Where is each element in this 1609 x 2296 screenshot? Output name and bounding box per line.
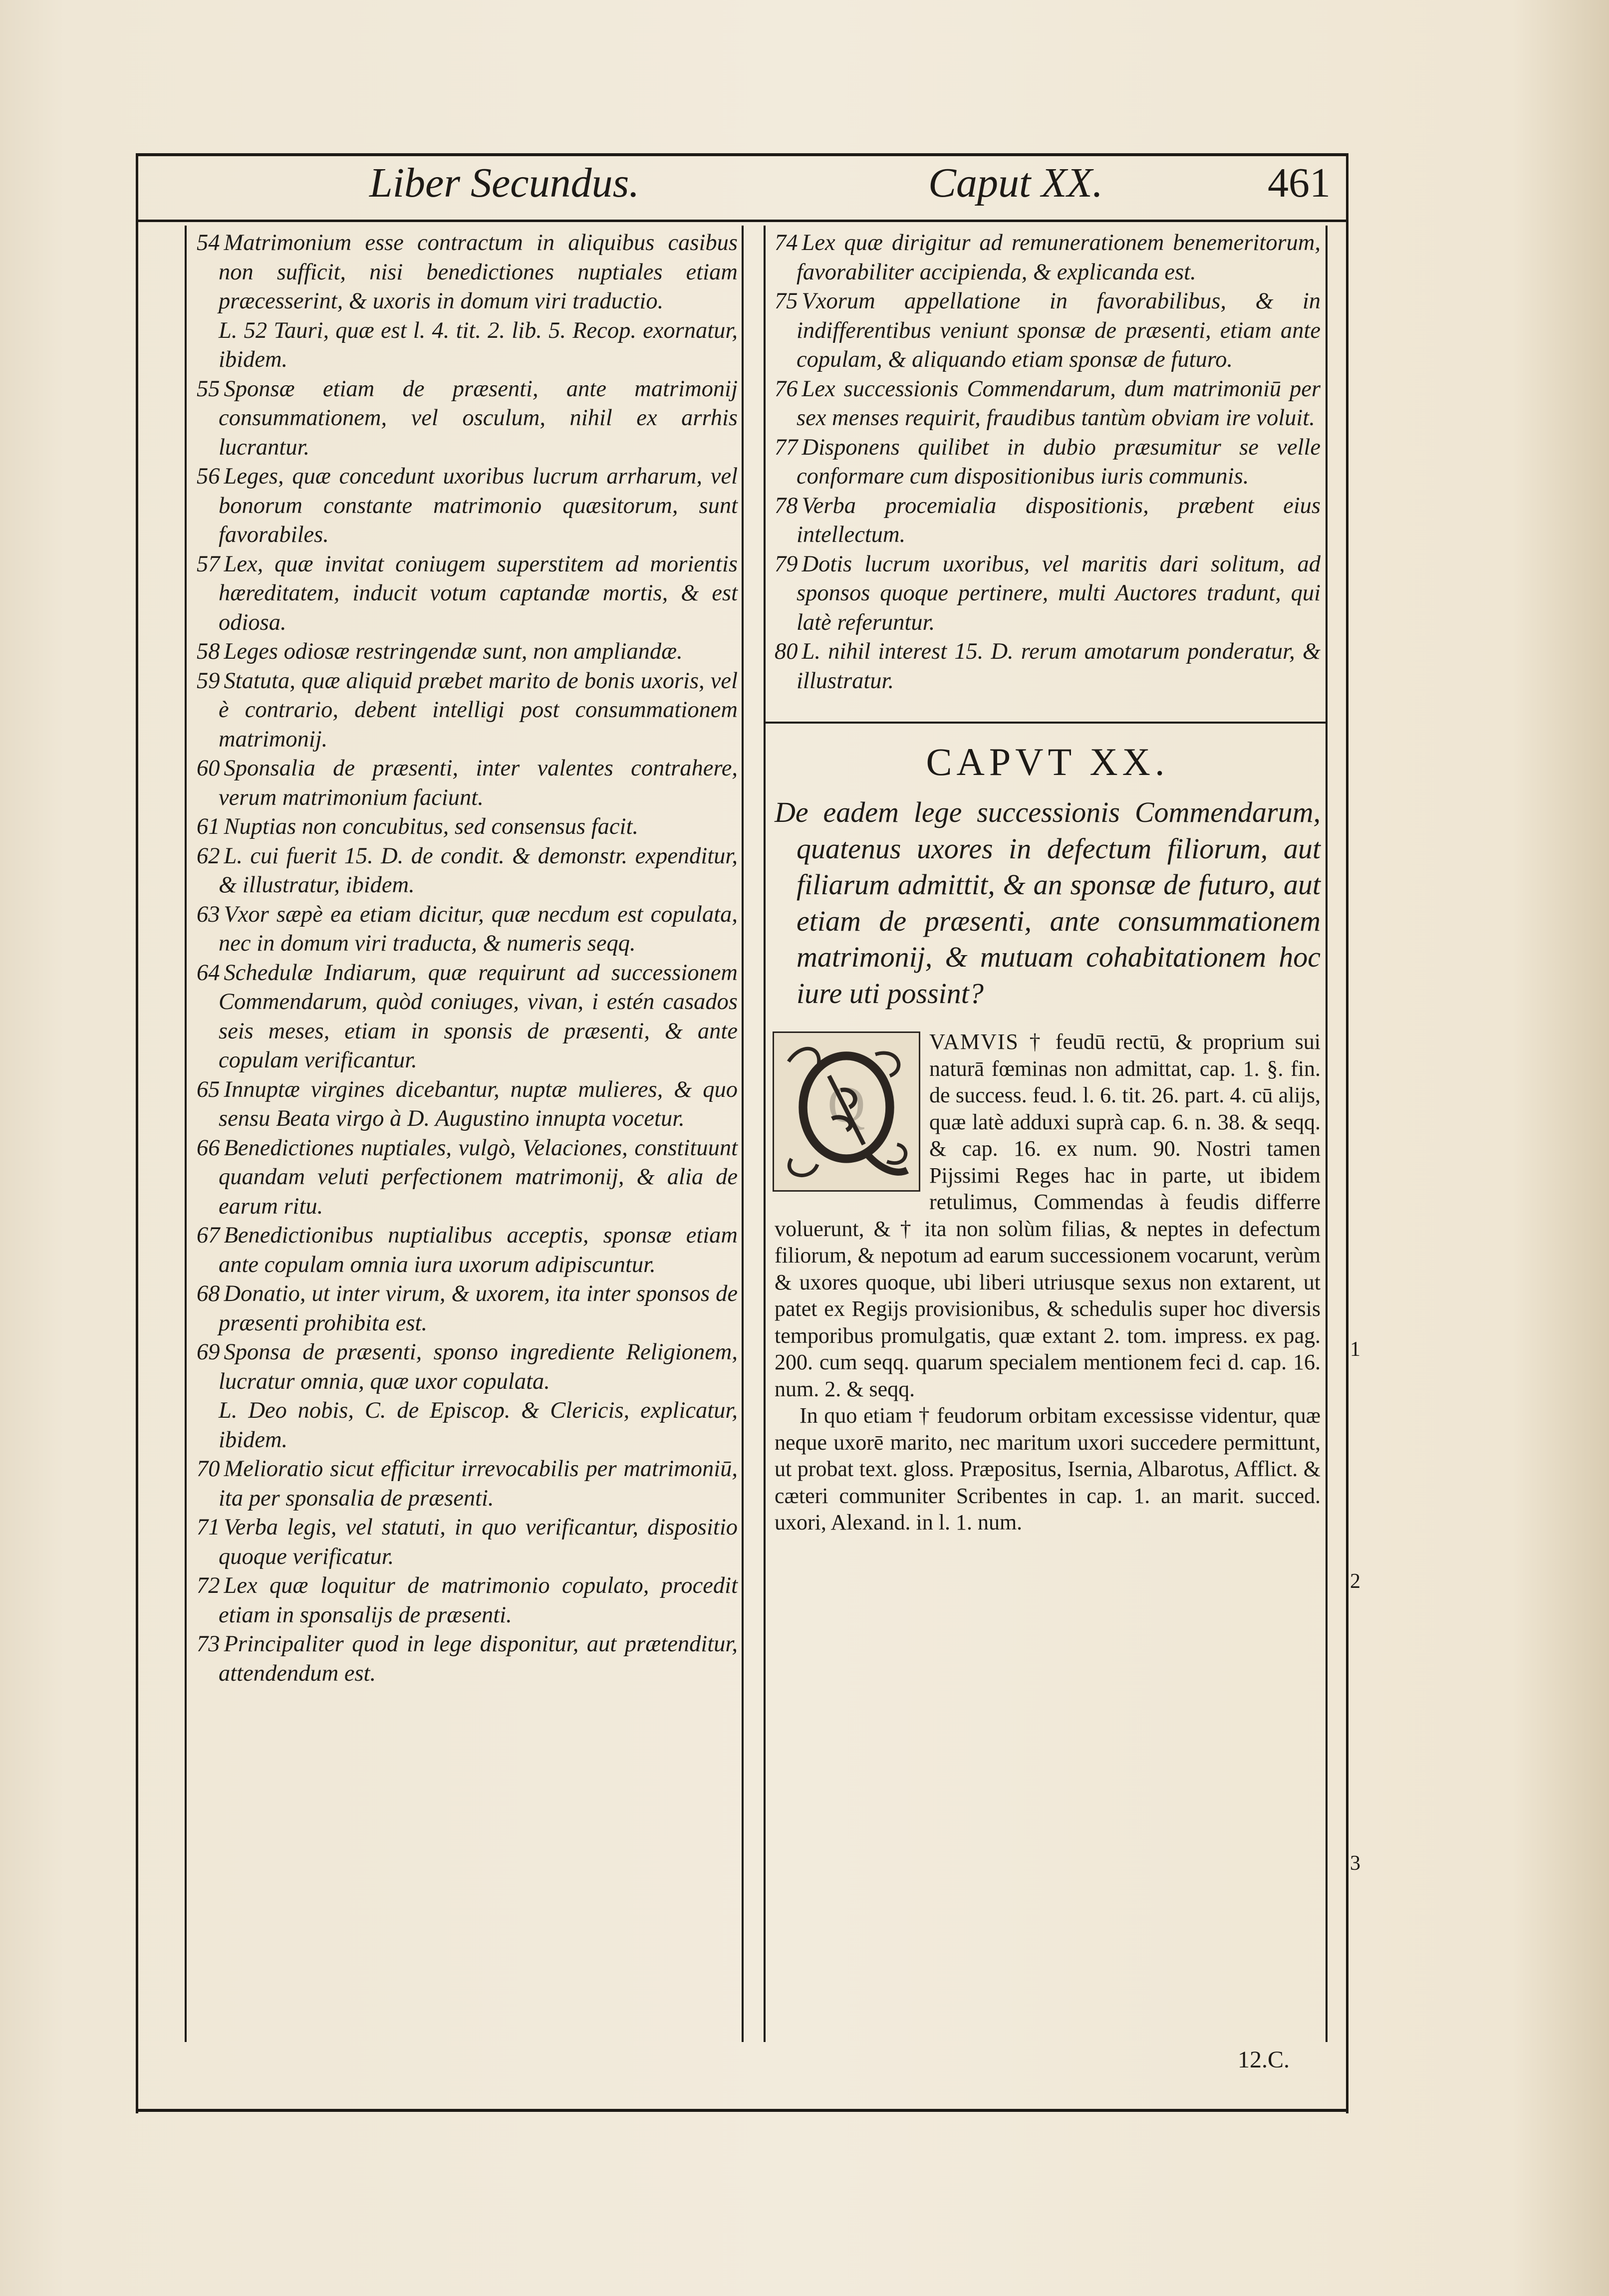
summary-entry: 66 Benedictiones nuptiales, vulgò, Velaciones, constituunt quandam veluti perfectionem matrimonij, & alia de earum ritu. [197, 1135, 738, 1219]
summary-entry: 74 Lex quæ dirigitur ad remunerationem benemeritorum, favorabiliter accipienda, & explicanda est. [775, 230, 1321, 285]
body-paragraph-1: † feudū rectū, & proprium sui naturā fœminas non admittat, cap. 1. §. fin. de success. feud. l. 6. tit. 26. part. 4. cū alijs, quæ latè adduxi suprà cap. 6. n. 38. & seqq. & cap. 16. ex num. 90. Nostri tamen Pijssimi Reges hac in parte, ut ibidem retulimus, Commendas à feudis differre voluerunt, & † ita non solùm filias, & neptes in defectum filiorum, & nepotum ad earum successionem vocarunt, verùm & uxores quoque, ubi liberi utriusque sexus non extarent, ut patet ex Regijs provisionibus, & schedulis super hoc diversis temporibus promulgatis, quæ extant 2. tom. impress. ex pag. 200. cum seqq. quarum specialem mentionem feci d. cap. 16. num. 2. & seqq. [775, 1029, 1321, 1401]
summary-entry: 71 Verba legis, vel statuti, in quo verificantur, dispositio quoque verificatur. [197, 1515, 738, 1569]
chapter-summary: De eadem lege successionis Commendarum, quatenus uxores in defectum filiorum, aut filiarum admittit, & an sponsæ de futuro, aut etiam de præsenti, ante consummationem matrimonij, & mutuam cohabitationem hoc iure uti possint? [775, 796, 1321, 1010]
summary-list-right [775, 229, 1321, 696]
summary-entry: 79 Dotis lucrum uxoribus, vel maritis dari solitum, ad sponsos quoque pertinere, multi Auctores tradunt, qui latè referuntur. [775, 551, 1321, 635]
margin-note-number: 2 [1350, 1570, 1360, 1593]
svg-text:Q: Q [827, 1076, 865, 1133]
summary-entry: 68 Donatio, ut inter virum, & uxorem, ita inter sponsos de præsenti prohibita est. [197, 1281, 738, 1336]
running-head-book: Liber Secundus. [369, 160, 640, 206]
summary-entry: 76 Lex successionis Commendarum, dum matrimoniū per sex menses requirit, fraudibus tantùm obviam ire voluit. [775, 376, 1321, 431]
summary-entry: 64 Schedulæ Indiarum, quæ requirunt ad successionem Commendarum, quòd coniuges, vivan, i estén casados seis meses, etiam in sponsis de præsenti, & ante copulam verificantur. [197, 960, 738, 1073]
summary-entry: 70 Melioratio sicut efficitur irrevocabilis per matrimoniū, ita per sponsalia de præsenti. [197, 1456, 738, 1511]
decorated-initial-icon [773, 1031, 920, 1192]
section-divider [766, 722, 1326, 724]
summary-entry: 73 Principaliter quod in lege disponitur, aut prætenditur, attendendum est. [197, 1631, 738, 1686]
page-number: 461 [1268, 160, 1331, 206]
summary-entry: 55 Sponsæ etiam de præsenti, ante matrimonij consummationem, vel osculum, nihil ex arrhis lucrantur. [197, 376, 738, 460]
summary-entry: 61 Nuptias non concubitus, sed consensus facit. [197, 814, 638, 839]
catchword: 12.C. [1238, 2046, 1290, 2073]
right-column [764, 226, 1328, 2042]
summary-entry: 59 Statuta, quæ aliquid præbet marito de bonis uxoris, vel è contrario, debent intelligi post consummationem matrimonij. [197, 668, 738, 752]
summary-entry: 72 Lex quæ loquitur de matrimonio copulato, procedit etiam in sponsalijs de præsenti. [197, 1573, 738, 1628]
summary-entry: 75 Vxorum appellatione in favorabilibus, & in indifferentibus veniunt sponsæ de præsenti, etiam ante copulam, & aliquando etiam sponsæ de futuro. [775, 288, 1321, 372]
left-column [185, 226, 744, 2042]
chapter-body [775, 1028, 1321, 1536]
margin-note-number: 3 [1350, 1852, 1360, 1875]
summary-entry: L. 52 Tauri, quæ est l. 4. tit. 2. lib. 5. Recop. exornatur, ibidem. [219, 317, 738, 372]
body-paragraph-2: In quo etiam † feudorum orbitam excessisse videntur, quæ neque uxorē marito, nec maritum uxori succedere permittunt, ut probat text. gloss. Præpositus, Isernia, Albarotus, Afflict. & cæteri communiter Scribentes in cap. 1. an marit. succed. uxori, Alexand. in l. 1. num. [775, 1403, 1321, 1534]
running-head-chapter: Caput XX. [928, 160, 1103, 206]
summary-entry: 65 Innuptæ virgines dicebantur, nuptæ mulieres, & quo sensu Beata virgo à D. Augustino innupta vocetur. [197, 1076, 738, 1131]
summary-entry: 60 Sponsalia de præsenti, inter valentes contrahere, verum matrimonium faciunt. [197, 756, 738, 810]
summary-entry: 63 Vxor sæpè ea etiam dicitur, quæ necdum est copulata, nec in domum viri traducta, & numeris seqq. [197, 901, 738, 956]
summary-entry: 58 Leges odiosæ restringendæ sunt, non ampliandæ. [197, 639, 683, 664]
summary-entry: 69 Sponsa de præsenti, sponso ingrediente Religionem, lucratur omnia, quæ uxor copulata. [197, 1339, 738, 1394]
summary-entry: 78 Verba procemialia dispositionis, præbent eius intellectum. [775, 493, 1321, 547]
summary-entry: 62 L. cui fuerit 15. D. de condit. & demonstr. expenditur, & illustratur, ibidem. [197, 843, 738, 898]
summary-entry: 77 Disponens quilibet in dubio præsumitur se velle conformare cum dispositionibus iuris communis. [775, 434, 1321, 489]
summary-list-left [197, 229, 738, 1688]
header-rule [136, 220, 1346, 222]
summary-entry: 57 Lex, quæ invitat coniugem superstitem ad morientis hæreditatem, inducit votum captandæ mortis, & est odiosa. [197, 551, 738, 635]
summary-entry: 67 Benedictionibus nuptialibus acceptis, sponsæ etiam ante copulam omnia iura uxorum adipiscuntur. [197, 1223, 738, 1277]
summary-entry: 80 L. nihil interest 15. D. rerum amotarum ponderatur, & illustratur. [775, 639, 1321, 694]
margin-note-number: 1 [1350, 1338, 1360, 1361]
bottom-rule [136, 2109, 1346, 2112]
summary-entry: L. Deo nobis, C. de Episcop. & Clericis, explicatur, ibidem. [219, 1398, 738, 1453]
summary-entry: 56 Leges, quæ concedunt uxoribus lucrum arrharum, vel bonorum constante matrimonio quæsitorum, sunt favorabiles. [197, 464, 738, 547]
chapter-title: CAPVT XX. [926, 740, 1169, 783]
summary-entry: 54 Matrimonium esse contractum in aliquibus casibus non sufficit, nisi benedictiones nuptiales etiam præcesserint, & uxoris in domum viri traductio. [197, 230, 738, 314]
opening-word: VAMVIS [929, 1029, 1019, 1054]
